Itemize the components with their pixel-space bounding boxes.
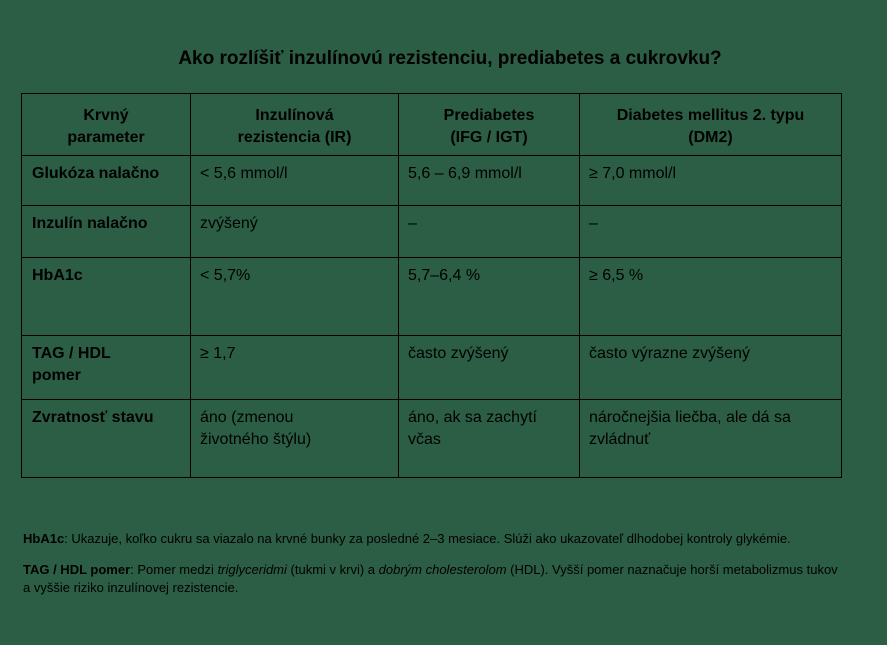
comparison-table [21,93,842,478]
table-cell [580,258,842,336]
row-label [22,400,191,478]
cell-line: ≥ 6,5 % [589,267,644,284]
cell-line: náročnejšia liečba, ale dá sa [589,409,791,426]
table-row [22,258,842,336]
page-title: Ako rozlíšiť inzulínovú rezistenciu, prediabetes a cukrovku? [178,48,722,69]
cell-line: < 5,7% [200,267,251,284]
note-term: TAG / HDL pomer [23,562,131,577]
row-label [22,258,191,336]
header-diabetes-type2 [580,94,842,156]
table-cell [399,258,580,336]
header-prediabetes [399,94,580,156]
note-text: (HDL). Vyšší pomer naznačuje horší metabolizmus tukov a vyššie riziko inzulínovej rezistencie. [23,562,838,595]
cell-line: Inzulín nalačno [32,215,148,232]
note-text: : Ukazuje, koľko cukru sa viazalo na krvné bunky za posledné 2–3 mesiace. Slúži ako ukazovateľ dlhodobej kontroly glykémie. [64,531,791,546]
note-tag-hdl [23,561,843,597]
table-header-row [22,94,842,156]
header-insulin-resistance [191,94,399,156]
cell-line: < 5,6 mmol/l [200,165,288,182]
header-line: Prediabetes [443,107,535,124]
cell-line: ≥ 1,7 [200,345,236,362]
table-cell [580,206,842,258]
table-cell [399,400,580,478]
header-line: Inzulínová [255,107,334,124]
table-cell [191,336,399,400]
cell-line: životného štýlu) [200,431,312,448]
note-text: : Pomer medzi [130,562,218,577]
note-emphasis: triglyceridmi [217,562,287,577]
cell-line: včas [408,431,441,448]
cell-line: áno (zmenou [200,409,294,426]
table-row [22,156,842,206]
table-cell [191,258,399,336]
cell-line: TAG / HDL [32,345,111,362]
header-line: Diabetes mellitus 2. typu [616,107,805,124]
cell-line: zvýšený [200,215,258,232]
cell-line: často výrazne zvýšený [589,345,750,362]
cell-line: – [408,215,417,232]
header-line: (DM2) [688,129,733,146]
table-cell [191,400,399,478]
table-row [22,400,842,478]
header-line: (IFG / IGT) [450,129,528,146]
note-text: (tukmi v krvi) a [286,562,379,577]
row-label [22,156,191,206]
cell-line: HbA1c [32,267,83,284]
cell-line: zvládnuť [589,431,651,448]
cell-line: Zvratnosť stavu [32,409,154,426]
table-cell [399,156,580,206]
table-cell [399,206,580,258]
note-term: HbA1c [23,531,65,546]
cell-line: áno, ak sa zachytí [408,409,537,426]
table-cell [580,400,842,478]
note-hba1c [23,530,843,548]
footnotes [23,530,843,610]
table-row [22,336,842,400]
note-emphasis: dobrým cholesterolom [378,562,507,577]
cell-line: 5,7–6,4 % [408,267,481,284]
cell-line: – [589,215,598,232]
cell-line: Glukóza nalačno [32,165,160,182]
header-blood-parameter [22,94,191,156]
cell-line: 5,6 – 6,9 mmol/l [408,165,522,182]
header-line: rezistencia (IR) [237,129,352,146]
table-cell [580,336,842,400]
table-cell [399,336,580,400]
table-row [22,206,842,258]
header-line: parameter [67,129,145,146]
row-label [22,336,191,400]
table-cell [580,156,842,206]
header-line: Krvný [83,107,129,124]
row-label [22,206,191,258]
cell-line: pomer [32,367,81,384]
table-cell [191,206,399,258]
cell-line: často zvýšený [408,345,509,362]
table-cell [191,156,399,206]
cell-line: ≥ 7,0 mmol/l [589,165,677,182]
